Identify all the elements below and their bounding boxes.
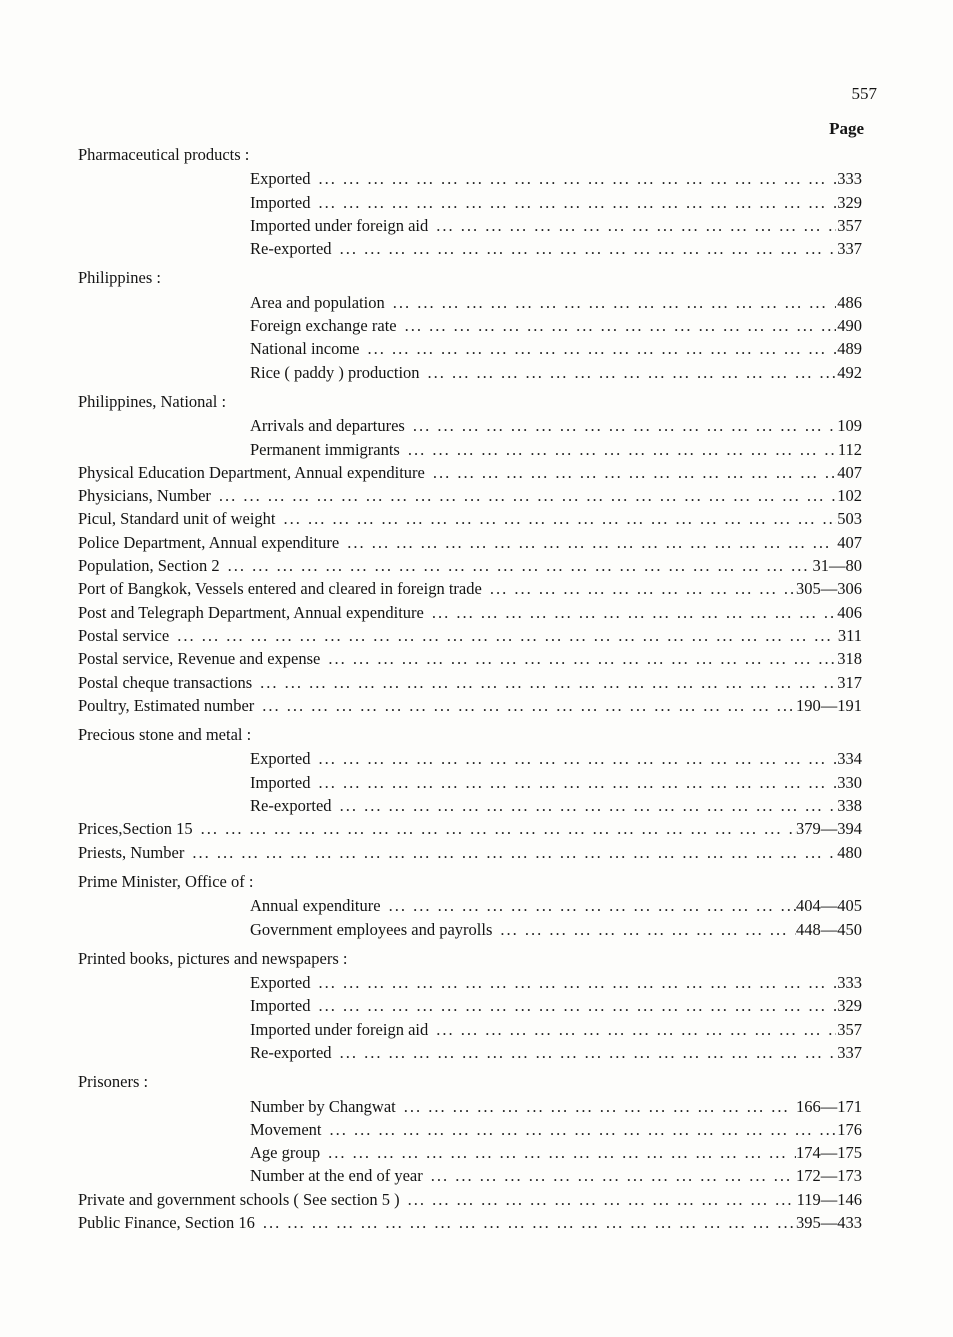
dot-leader	[310, 167, 836, 190]
entry-label: Population, Section 2	[78, 556, 220, 576]
index-subentry	[78, 1095, 862, 1118]
entry-label: Arrivals and departures	[250, 416, 405, 436]
entry-label: Imported under foreign aid	[250, 215, 429, 235]
entry-label: Postal service	[78, 625, 170, 645]
dot-leader	[184, 841, 836, 864]
page-reference: 190—191	[796, 695, 862, 715]
entry-label: Post and Telegraph Department, Annual expenditure	[78, 602, 424, 622]
page-reference: 357	[837, 1019, 862, 1039]
page-reference: 109	[837, 416, 862, 436]
entry-label: Rice ( paddy ) production	[250, 362, 420, 382]
page-reference: 334	[837, 749, 862, 769]
index-entry	[78, 554, 862, 577]
dot-leader	[424, 601, 836, 624]
index-subentry	[78, 237, 862, 260]
entry-label: Exported	[250, 749, 311, 769]
dot-leader	[252, 671, 836, 694]
index-heading: Philippines :	[78, 268, 161, 288]
page-reference: 176	[837, 1119, 862, 1139]
entry-label: Postal cheque transactions	[78, 672, 253, 692]
index-entry	[78, 671, 862, 694]
page-reference: 333	[837, 973, 862, 993]
dot-leader	[320, 647, 836, 670]
page-reference: 102	[837, 486, 862, 506]
index-subentry	[78, 1118, 862, 1141]
page-reference: 357	[837, 215, 862, 235]
dot-leader	[425, 461, 836, 484]
index-subentry	[78, 918, 862, 941]
index-subentry	[78, 771, 862, 794]
index-entry	[78, 484, 862, 507]
dot-leader	[310, 994, 836, 1017]
dot-leader	[400, 438, 836, 461]
entry-label: Exported	[250, 973, 311, 993]
index-heading: Prisoners :	[78, 1072, 149, 1092]
dot-leader	[396, 1095, 796, 1118]
dot-leader	[322, 1118, 837, 1141]
index-entry	[78, 1188, 862, 1211]
index-subentry	[78, 414, 862, 437]
index-subentry	[78, 438, 862, 461]
index-subentry	[78, 894, 862, 917]
page-reference: 448—450	[796, 919, 862, 939]
index-subentry	[78, 1018, 862, 1041]
dot-leader	[397, 314, 836, 337]
dot-leader	[211, 484, 836, 507]
entry-label: Imported	[250, 996, 311, 1016]
dot-leader	[320, 1141, 796, 1164]
entry-label: Number at the end of year	[250, 1166, 423, 1186]
page-reference: 404—405	[796, 896, 862, 916]
entry-label: Poultry, Estimated number	[78, 695, 255, 715]
page-reference: 305—306	[796, 579, 862, 599]
dot-leader	[428, 1018, 836, 1041]
entry-label: Number by Changwat	[250, 1096, 396, 1116]
dot-leader	[339, 531, 836, 554]
index-subentry	[78, 971, 862, 994]
page-reference: 330	[837, 772, 862, 792]
entry-label: Re-exported	[250, 1042, 332, 1062]
entry-label: Permanent immigrants	[250, 439, 400, 459]
page-reference: 329	[837, 192, 862, 212]
page-reference: 337	[837, 239, 862, 259]
page-reference: 492	[837, 362, 862, 382]
entry-label: Picul, Standard unit of weight	[78, 509, 276, 529]
page-reference: 489	[837, 339, 862, 359]
index-subentry	[78, 167, 862, 190]
index-entry	[78, 577, 862, 600]
entry-label: Private and government schools ( See section 5 )	[78, 1189, 400, 1209]
entry-label: Annual expenditure	[250, 896, 381, 916]
entry-label: Public Finance, Section 16	[78, 1213, 255, 1233]
page-number: 557	[851, 84, 877, 103]
entry-label: Re-exported	[250, 239, 332, 259]
dot-leader	[381, 894, 796, 917]
page-reference: 166—171	[796, 1096, 862, 1116]
entry-label: Priests, Number	[78, 842, 185, 862]
page-reference: 119—146	[796, 1189, 862, 1209]
index-entry	[78, 817, 862, 840]
dot-leader	[255, 1211, 796, 1234]
dot-leader	[420, 361, 836, 384]
index-subentry	[78, 337, 862, 360]
dot-leader	[332, 237, 836, 260]
index-subentry	[78, 214, 862, 237]
page-reference: 338	[837, 796, 862, 816]
page-reference: 31—80	[812, 556, 862, 576]
index-entry	[78, 694, 862, 717]
page-reference: 318	[837, 649, 862, 669]
page-reference: 406	[837, 602, 862, 622]
page-reference: 486	[837, 292, 862, 312]
dot-leader	[169, 624, 836, 647]
index-subentry	[78, 1141, 862, 1164]
index-heading: Pharmaceutical products :	[78, 145, 250, 164]
entry-label: Imported	[250, 772, 311, 792]
index-subentry	[78, 1041, 862, 1064]
index-subentry	[78, 361, 862, 384]
page-reference: 503	[837, 509, 862, 529]
index-entry	[78, 647, 862, 670]
dot-leader	[276, 507, 836, 530]
index-subentry	[78, 291, 862, 314]
index-heading: Prime Minister, Office of :	[78, 871, 254, 891]
page-reference: 333	[837, 169, 862, 189]
dot-leader	[220, 554, 813, 577]
entry-label: Age group	[250, 1143, 321, 1163]
index-subentry	[78, 994, 862, 1017]
index-heading: Printed books, pictures and newspapers :	[78, 948, 348, 968]
index-subentry	[78, 314, 862, 337]
page-reference: 317	[837, 672, 862, 692]
entry-label: Exported	[250, 169, 311, 189]
page-reference: 379—394	[796, 819, 862, 839]
entry-label: Prices,Section 15	[78, 819, 193, 839]
page-reference: 337	[837, 1042, 862, 1062]
dot-leader	[385, 291, 836, 314]
index-entry	[78, 841, 862, 864]
page-reference: 174—175	[796, 1143, 862, 1163]
entry-label: Imported under foreign aid	[250, 1019, 429, 1039]
dot-leader	[428, 214, 836, 237]
dot-leader	[310, 771, 836, 794]
dot-leader	[492, 918, 796, 941]
page-reference: 329	[837, 996, 862, 1016]
index-entry	[78, 624, 862, 647]
dot-leader	[310, 971, 836, 994]
entry-label: Foreign exchange rate	[250, 316, 397, 336]
page-reference: 490	[837, 316, 862, 336]
page-reference: 311	[837, 625, 862, 645]
index-entry	[78, 461, 862, 484]
entry-label: Government employees and payrolls	[250, 919, 493, 939]
index-entry	[78, 1211, 862, 1234]
entry-label: Physicians, Number	[78, 486, 211, 506]
page-reference: 395—433	[796, 1213, 862, 1233]
index-entry	[78, 507, 862, 530]
index-entry	[78, 531, 862, 554]
index-entry	[78, 601, 862, 624]
entry-label: Imported	[250, 192, 311, 212]
index-list	[78, 143, 862, 1234]
page-reference: 407	[837, 532, 862, 552]
dot-leader	[423, 1164, 796, 1187]
page-reference: 407	[837, 462, 862, 482]
dot-leader	[482, 577, 796, 600]
dot-leader	[400, 1188, 797, 1211]
dot-leader	[332, 794, 836, 817]
page-reference: 480	[837, 842, 862, 862]
page-reference: 112	[837, 439, 862, 459]
entry-label: Re-exported	[250, 796, 332, 816]
dot-leader	[193, 817, 796, 840]
entry-label: National income	[250, 339, 360, 359]
entry-label: Port of Bangkok, Vessels entered and cleared in foreign trade	[78, 579, 482, 599]
index-heading: Philippines, National :	[78, 391, 227, 411]
index-subentry	[78, 794, 862, 817]
dot-leader	[254, 694, 796, 717]
entry-label: Area and population	[250, 292, 385, 312]
index-subentry	[78, 191, 862, 214]
entry-label: Movement	[250, 1119, 322, 1139]
page-reference: 172—173	[796, 1166, 862, 1186]
entry-label: Postal service, Revenue and expense	[78, 649, 321, 669]
dot-leader	[360, 337, 836, 360]
dot-leader	[405, 414, 836, 437]
dot-leader	[310, 747, 836, 770]
index-subentry	[78, 1164, 862, 1187]
dot-leader	[310, 191, 836, 214]
entry-label: Physical Education Department, Annual expenditure	[78, 462, 425, 482]
index-heading: Precious stone and metal :	[78, 725, 252, 745]
index-subentry	[78, 747, 862, 770]
page-column-heading: Page	[829, 119, 864, 138]
entry-label: Police Department, Annual expenditure	[78, 532, 340, 552]
dot-leader	[332, 1041, 836, 1064]
